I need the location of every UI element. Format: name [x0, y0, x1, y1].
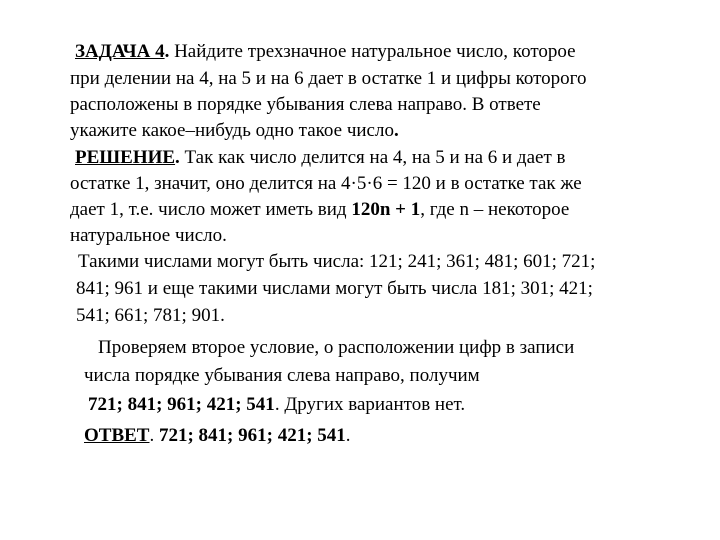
solution-formula: 120n + 1: [351, 199, 421, 220]
task-text-4: укажите какое–нибудь одно такое число: [70, 120, 394, 141]
solution-line-2: остатке 1, значит, оно делится на 4·5·6 = 120 и в остатке так же: [70, 173, 582, 194]
answer-end: .: [345, 425, 351, 446]
solution-line-9: числа порядке убывания слева направо, получим: [84, 365, 480, 386]
solution-line-5: Такими числами могут быть числа: 121; 241; 361; 481; 601; 721;: [78, 251, 596, 272]
task-text-1: Найдите трехзначное натуральное число, которое: [169, 41, 576, 62]
solution-label: РЕШЕНИЕ: [75, 147, 176, 168]
solution-line-6: 841; 961 и еще такими числами могут быть числа 181; 301; 421;: [76, 278, 593, 299]
answer-line: [84, 424, 351, 448]
answer-label: ОТВЕТ: [84, 425, 150, 446]
task-end-punct: .: [393, 120, 399, 141]
solution-text-3b: , где n – некоторое: [420, 199, 570, 220]
solution-line-10: [88, 393, 465, 417]
task-line-1: [75, 40, 576, 64]
solution-line-8: Проверяем второе условие, о расположении цифр в записи: [98, 337, 575, 358]
solution-text-10: . Других вариантов нет.: [274, 394, 466, 415]
solution-line-4: натуральное число.: [70, 225, 227, 246]
task-line-2: при делении на 4, на 5 и на 6 дает в остатке 1 и цифры которого: [70, 68, 587, 89]
task-label-punct: .: [164, 41, 170, 62]
task-line-3: расположены в порядке убывания слева направо. В ответе: [70, 94, 541, 115]
solution-line-7: 541; 661; 781; 901.: [76, 305, 225, 326]
solution-line-1: [75, 146, 566, 170]
solution-line-3: [70, 198, 569, 222]
solution-text-3a: дает 1, т.е. число может иметь вид: [70, 199, 352, 220]
checked-numbers: 721; 841; 961; 421; 541: [88, 394, 275, 415]
answer-sep: .: [149, 425, 159, 446]
task-label: ЗАДАЧА 4: [75, 41, 165, 62]
answer-numbers: 721; 841; 961; 421; 541: [158, 425, 346, 446]
solution-label-punct: .: [175, 147, 180, 168]
task-line-4: [70, 119, 399, 143]
solution-text-1: Так как число делится на 4, на 5 и на 6 и дает в: [179, 147, 566, 168]
